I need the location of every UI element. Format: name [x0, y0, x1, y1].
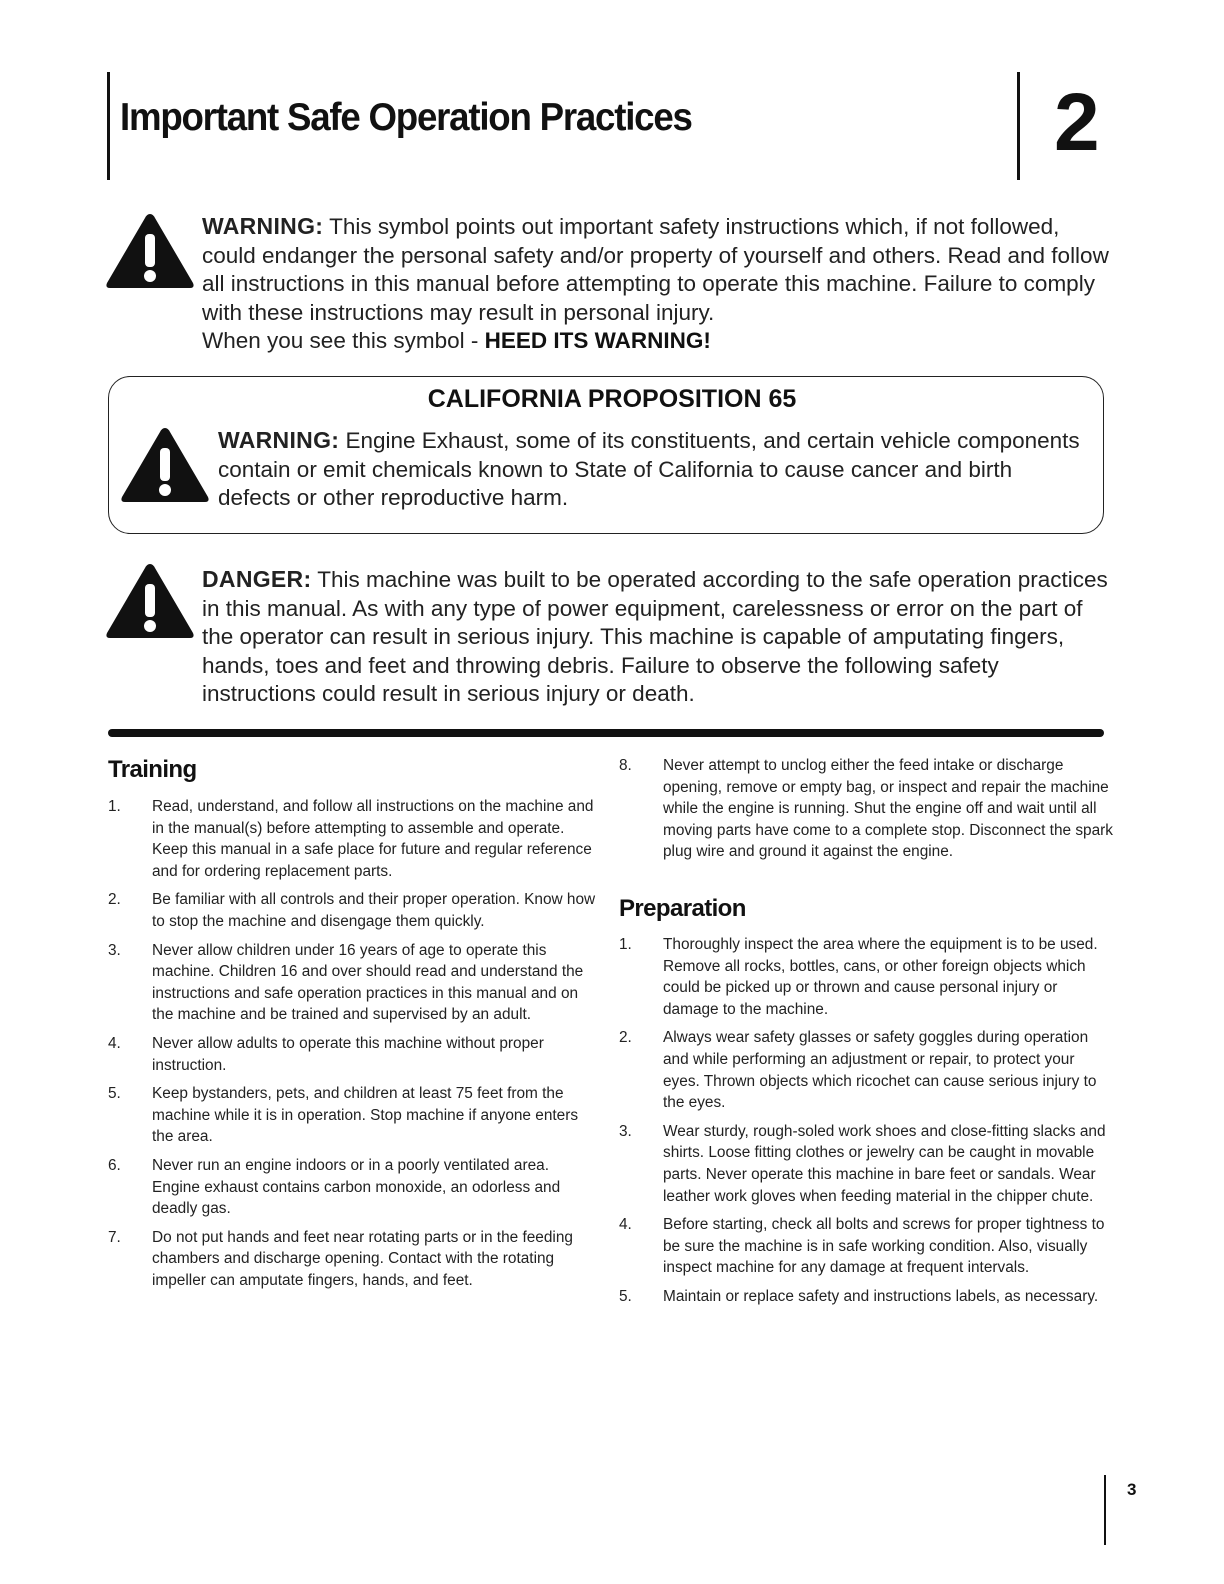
item-text: Never attempt to unclog either the feed intake or discharge opening, remove or empty bag, or inspect and repair the machine while the engine is running. Shut the engine off and wait until all moving parts have come to a complete stop. Disconnect the spark plug wire and ground it against the engine.: [663, 757, 1113, 861]
heed-prefix: When you see this symbol -: [202, 328, 485, 354]
danger-lead: DANGER:: [202, 566, 312, 592]
list-item: [619, 1027, 1114, 1113]
training-list: [108, 796, 598, 1298]
item-number: 6.: [108, 1156, 121, 1174]
item-number: 5.: [108, 1085, 121, 1103]
california-title: CALIFORNIA PROPOSITION 65: [427, 385, 797, 413]
list-item: [619, 1214, 1114, 1279]
item-text: Always wear safety glasses or safety goggles during operation and while performing an adjustment or repair, to protect your eyes. Thrown objects which ricochet can cause serious injury to the eyes.: [663, 1029, 1097, 1112]
preparation-list: [619, 934, 1114, 1315]
item-text: Wear sturdy, rough-soled work shoes and close-fitting slacks and shirts. Loose fitting clothes or jewelry can be caught in movable parts. Never operate this machine in bare feet or sandals. Wear leather work gloves when feeding material in the chipper chute.: [663, 1122, 1106, 1205]
item-number: 1.: [108, 798, 121, 815]
item-number: 3.: [619, 1122, 632, 1140]
header-right-rule: [1017, 72, 1020, 180]
item-text: Be familiar with all controls and their proper operation. Know how to stop the machine and disengage them quickly.: [152, 891, 596, 930]
item-text: Maintain or replace safety and instructions labels, as necessary.: [663, 1287, 1099, 1305]
header-left-rule: [107, 72, 110, 180]
item-text: Thoroughly inspect the area where the equipment is to be used. Remove all rocks, bottles, cans, or other foreign objects which could be picked up or thrown and cause personal injury or damage to the machine.: [663, 936, 1098, 1018]
list-item: [108, 1083, 598, 1148]
list-item: [108, 1033, 598, 1076]
footer-rule: [1104, 1475, 1106, 1545]
page-title: Important Safe Operation Practices: [120, 96, 692, 139]
chapter-number: 2: [1054, 77, 1100, 168]
item-number: 2.: [108, 891, 121, 909]
danger-text: This machine was built to be operated according to the safe operation practices in this manual. As with any type of power equipment, carelessness or error on the part of the operator can result in serious injury. This machine is capable of amputating fingers, hands, toes and feet and throwing debris. Failure to observe the following safety instructions could result in serious injury or death.: [202, 567, 1108, 707]
list-item: [619, 1286, 1114, 1308]
section-divider: [108, 729, 1104, 737]
list-item: [108, 1155, 598, 1220]
list-item: [108, 940, 598, 1026]
item-text: Do not put hands and feet near rotating parts or in the feeding chambers and discharge opening. Contact with the rotating impeller can amputate fingers, hands, and feet.: [152, 1228, 573, 1289]
item-number: 5.: [619, 1287, 632, 1305]
item-text: Keep bystanders, pets, and children at least 75 feet from the machine while it is in operation. Stop machine if anyone enters the area.: [152, 1085, 579, 1146]
item-number: 7.: [108, 1228, 121, 1246]
warning-triangle-icon: [119, 424, 211, 506]
item-number: 1.: [619, 936, 632, 953]
item-number: 2.: [619, 1029, 632, 1047]
list-item: [619, 1121, 1114, 1207]
list-item: [619, 755, 1114, 863]
page-number: 3: [1127, 1480, 1137, 1499]
item-text: Before starting, check all bolts and screws for proper tightness to be sure the machine is in safe working condition. Also, visually inspect machine for any damage at frequent intervals.: [663, 1216, 1105, 1277]
california-paragraph: [218, 426, 1088, 513]
item-text: Never allow children under 16 years of age to operate this machine. Children 16 and over should read and understand the instructions and safe operation practices in this manual and on the machine and be trained and supervised by an adult.: [152, 941, 584, 1024]
heed-warning: HEED ITS WARNING!: [484, 328, 711, 354]
warning-paragraph: [202, 212, 1114, 356]
item-number: 4.: [619, 1216, 632, 1234]
item-text: Never run an engine indoors or in a poorly ventilated area. Engine exhaust contains carbon monoxide, an odorless and deadly gas.: [152, 1156, 561, 1218]
item-text: Read, understand, and follow all instructions on the machine and in the manual(s) before attempting to assemble and operate. Keep this manual in a safe place for future and regular reference and for ordering replacement parts.: [152, 798, 594, 880]
danger-paragraph: [202, 565, 1114, 709]
item-text: Never allow adults to operate this machine without proper instruction.: [152, 1034, 544, 1074]
warning-text: This symbol points out important safety instructions which, if not followed, could endanger the personal safety and/or property of yourself and others. Read and follow all instructions in this manual before attempting to operate this machine. Failure to comply with these instructions may result in personal injury.: [202, 214, 1109, 325]
california-text: Engine Exhaust, some of its constituents, and certain vehicle components contain or emit chemicals known to State of California to cause cancer and birth defects or other reproductive harm.: [218, 428, 1080, 511]
training-heading: Training: [108, 756, 197, 783]
item-number: 3.: [108, 941, 121, 959]
warning-triangle-icon: [104, 210, 196, 292]
item-number: 4.: [108, 1034, 121, 1052]
list-item: [108, 796, 598, 882]
warning-triangle-icon: [104, 560, 196, 642]
warning-lead: WARNING:: [202, 213, 324, 239]
item-number: 8.: [619, 757, 632, 774]
list-item: [108, 1227, 598, 1292]
training-list-continued: [619, 755, 1114, 870]
california-lead: WARNING:: [218, 427, 340, 453]
list-item: [619, 934, 1114, 1020]
preparation-heading: Preparation: [619, 895, 746, 922]
list-item: [108, 889, 598, 932]
